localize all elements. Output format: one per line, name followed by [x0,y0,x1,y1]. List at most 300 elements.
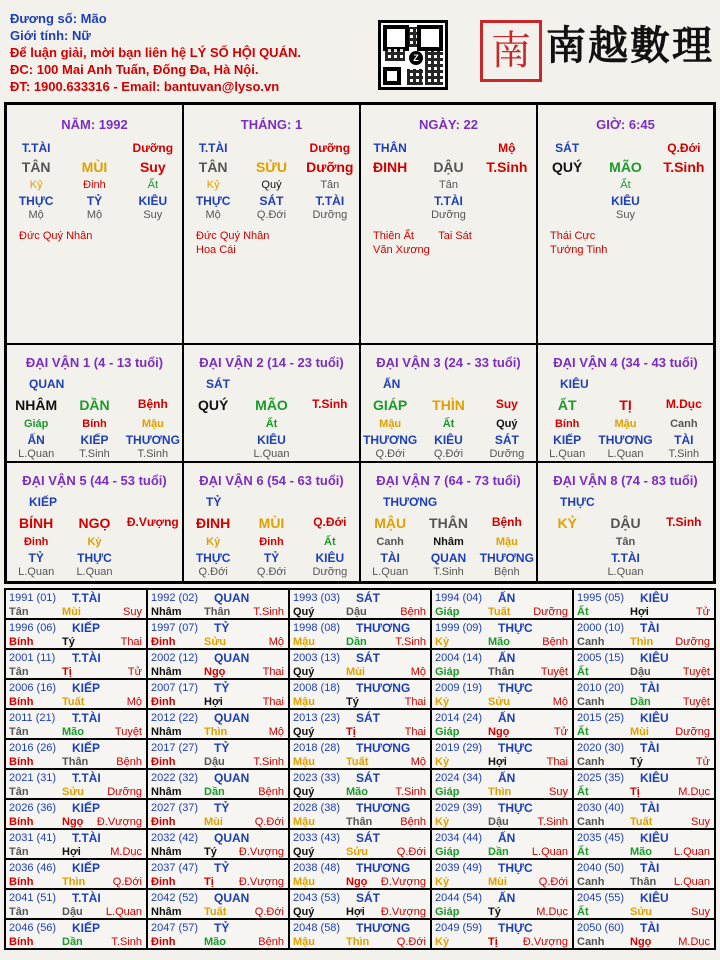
dai-van-value: L.Quan [18,566,55,578]
dai-van-value [655,551,713,565]
pillar-note: Tướng Tinh [550,244,608,256]
dai-van-value: L.Quan [372,566,409,578]
year-can: Canh [577,636,605,648]
annual-year-cell[interactable] [431,649,573,679]
year-label: 2007 (17) [151,682,199,694]
year-state: M.Dục [678,786,710,798]
year-can: Ất [577,906,589,918]
dai-van-star: THƯƠNG [383,495,438,509]
annual-year-cell[interactable] [5,739,147,769]
dai-van-value: TỶ [263,551,280,565]
year-state: Tuyệt [682,696,710,708]
annual-year-cell[interactable] [573,919,715,949]
pillar-value: Suy [139,159,166,175]
year-label: 2009 (19) [435,682,483,694]
year-label: 2000 (10) [577,622,625,634]
annual-year-cell[interactable] [5,589,147,619]
year-star: THỰC [498,621,533,635]
year-can: Mậu [293,936,315,948]
pillar-value [361,209,419,221]
annual-year-cell[interactable] [431,619,573,649]
pillar-value [242,141,300,155]
pillar-value: Ất [620,179,631,191]
year-chi: Dần [630,696,651,708]
annual-year-cell[interactable] [289,769,431,799]
pillar-value: Dưỡng [306,159,354,175]
year-star: T.TÀI [72,891,101,905]
year-chi: Tị [488,936,498,948]
dai-van-title: ĐẠI VẬN 4 (34 - 43 tuổi) [553,355,698,370]
dai-van-chi: MÙI [258,515,285,531]
year-star: KIÊU [640,831,669,845]
year-chi: Thìn [62,876,86,888]
chart-grid [4,102,716,584]
dai-van-pillar [538,397,713,413]
year-state: L.Quan [105,906,142,918]
pillar-value: Tân [439,179,458,191]
year-label: 2041 (51) [9,892,57,904]
annual-year-cell[interactable] [5,829,147,859]
year-star: KIẾP [72,741,101,755]
year-state: T.Sinh [253,756,284,768]
year-star: THỰC [498,861,533,875]
year-can: Bính [9,816,34,828]
annual-year-cell[interactable] [431,769,573,799]
year-label: 2033 (43) [293,832,341,844]
year-star: TỶ [214,681,230,695]
annual-year-cell[interactable] [289,829,431,859]
annual-year-cell[interactable] [289,859,431,889]
dai-van-chi: MÃO [255,397,288,413]
annual-year-cell[interactable] [147,859,289,889]
dai-van-pillar [7,515,182,531]
dai-van-value: Mậu [141,418,164,430]
annual-year-cell[interactable] [289,889,431,919]
dai-van-row [184,536,359,548]
pillar-cell [537,104,714,344]
year-chi: Tý [488,906,501,918]
year-chi: Thân [346,816,373,828]
year-can: Ất [577,666,589,678]
annual-year-cell[interactable] [289,679,431,709]
pillar-cell [183,104,360,344]
dai-van-value: L.Quan [607,566,644,578]
year-chi: Mùi [204,816,223,828]
year-label: 1995 (05) [577,592,625,604]
year-chi: Mão [346,786,368,798]
year-state: Thai [404,696,426,708]
year-chi: Mùi [488,876,507,888]
dai-van-value: Tân [615,536,636,548]
annual-year-cell[interactable] [5,649,147,679]
year-star: THỰC [498,801,533,815]
annual-year-cell[interactable] [431,739,573,769]
year-star: ẤN [498,591,516,605]
year-can: Tân [9,846,29,858]
dai-van-value: Đinh [23,536,49,548]
year-label: 2038 (48) [293,862,341,874]
pillar-row [361,209,536,221]
year-can: Quý [293,666,315,678]
year-star: TỶ [214,861,230,875]
annual-year-cell[interactable] [289,709,431,739]
year-can: Quý [293,726,315,738]
dai-van-value: Canh [670,418,698,430]
dai-van-row [184,418,359,430]
dai-van-value: T.Sinh [79,448,110,460]
year-state: L.Quan [531,846,568,858]
year-chi: Mão [204,936,226,948]
year-star: TỶ [214,921,230,935]
year-chi: Ngọ [62,816,84,828]
year-state: T.Sinh [395,636,426,648]
dai-van-star: TỶ [206,495,222,509]
dai-van-value [301,418,359,430]
dai-van-state: Đ.Vượng [126,515,179,529]
year-state: Mộ [268,636,284,648]
dai-van-value: Bệnh [493,566,520,578]
annual-year-cell[interactable] [147,589,289,619]
annual-year-cell[interactable] [289,919,431,949]
dai-van-chi: NGỌ [78,515,111,531]
annual-year-cell[interactable] [147,709,289,739]
annual-year-cell[interactable] [5,919,147,949]
year-label: 1999 (09) [435,622,483,634]
dai-van-value: KIÊU [434,433,463,447]
year-state: Q.Đới [538,876,568,888]
year-can: Đinh [151,936,176,948]
dai-van-row [538,433,713,447]
pillar-value [538,194,596,208]
pillar-row [184,194,359,208]
year-label: 2016 (26) [9,742,57,754]
annual-year-cell[interactable] [573,859,715,889]
annual-year-cell[interactable] [573,829,715,859]
annual-year-cell[interactable] [431,829,573,859]
annual-year-cell[interactable] [5,619,147,649]
annual-year-cell[interactable] [289,589,431,619]
year-can: Đinh [151,816,176,828]
annual-year-cell[interactable] [573,799,715,829]
pillar-row [7,209,182,221]
dai-van-chi: DẬU [610,515,641,531]
dai-van-value: THƯƠNG [125,433,180,447]
pillar-value [478,194,536,208]
annual-year-cell[interactable] [147,769,289,799]
year-star: TÀI [640,681,660,695]
pillar-value: ĐINH [373,159,408,175]
pillar-value: Dưỡng [309,141,351,155]
year-star: THỰC [498,681,533,695]
gender-line: Giới tính: Nữ [10,28,91,43]
year-state: Thai [262,696,284,708]
phone-email-line[interactable]: ĐT: 1900.633316 - Email: bantuvan@lyso.vn [10,79,280,94]
pillar-row [538,209,713,221]
pillar-value: KIÊU [138,194,168,208]
pillar-row [361,194,536,208]
year-star: QUAN [214,891,250,905]
year-star: THỰC [498,741,533,755]
dai-van-chi: DẦN [79,397,110,413]
year-chi: Mùi [346,666,365,678]
pillar-row [7,159,182,175]
year-label: 2013 (23) [293,712,341,724]
year-star: KIÊU [640,711,669,725]
year-state: Tuyệt [540,666,568,678]
year-star: KIÊU [640,591,669,605]
year-can: Mậu [293,696,315,708]
year-star: THỰC [498,921,533,935]
year-can: Giáp [435,606,460,618]
year-state: M.Dục [678,936,710,948]
dai-van-pillar [7,397,182,413]
dai-van-value: Q.Đới [256,566,287,578]
dai-van-cell [360,344,537,462]
annual-grid [4,588,716,950]
annual-year-cell[interactable] [147,739,289,769]
annual-year-cell[interactable] [573,589,715,619]
year-star: TÀI [640,621,660,635]
year-chi: Dậu [346,606,367,618]
year-chi: Tị [346,726,356,738]
pillar-value: Dưỡng [312,209,348,221]
annual-year-cell[interactable] [431,919,573,949]
year-chi: Dần [204,786,225,798]
pillar-value: Kỷ [206,179,220,191]
pillar-value: Q.Đới [256,209,287,221]
year-star: THƯƠNG [356,861,411,875]
dai-van-value: KIÊU [315,551,345,565]
dai-van-row [538,536,713,548]
pillar-row [538,159,713,175]
year-chi: Dậu [62,906,83,918]
annual-year-cell[interactable] [573,649,715,679]
dai-van-value: TÀI [674,433,694,447]
year-star: ẤN [498,711,516,725]
annual-year-cell[interactable] [431,679,573,709]
year-state: Dưỡng [675,636,710,648]
year-state: L.Quan [673,876,710,888]
annual-year-cell[interactable] [147,679,289,709]
annual-year-cell[interactable] [5,769,147,799]
year-state: Thai [262,666,284,678]
dai-van-value: QUAN [430,551,467,565]
annual-year-cell[interactable] [431,589,573,619]
annual-year-cell[interactable] [147,649,289,679]
year-chi: Mão [62,726,84,738]
annual-year-cell[interactable] [431,889,573,919]
annual-year-cell[interactable] [147,889,289,919]
dai-van-row [361,536,536,548]
year-star: THƯƠNG [356,921,411,935]
year-chi: Dậu [204,756,225,768]
dai-van-title: ĐẠI VẬN 7 (64 - 73 tuổi) [376,473,521,488]
year-chi: Sửu [62,786,85,798]
year-star: SÁT [356,891,380,905]
dai-van-can: ẤT [557,397,577,413]
address-line: ĐC: 100 Mai Anh Tuấn, Đống Đa, Hà Nội. [10,62,259,77]
dai-van-value: THỰC [77,551,112,565]
year-star: T.TÀI [72,711,101,725]
year-can: Tân [9,786,29,798]
year-star: ẤN [498,651,516,665]
dai-van-row [7,433,182,447]
year-can: Đinh [151,696,176,708]
year-label: 2039 (49) [435,862,483,874]
dai-van-state: T.Sinh [666,515,702,529]
year-label: 2048 (58) [293,922,341,934]
header-info [10,10,301,95]
year-star: SÁT [356,651,380,665]
dai-van-value: THỰC [195,551,231,565]
year-state: Thai [404,726,426,738]
pillar-value: Mộ [205,209,221,221]
dai-van-title: ĐẠI VẬN 1 (4 - 13 tuổi) [25,355,164,370]
year-star: QUAN [214,771,250,785]
annual-year-cell[interactable] [431,799,573,829]
year-can: Quý [293,906,315,918]
annual-year-cell[interactable] [5,709,147,739]
annual-year-cell[interactable] [147,799,289,829]
pillar-value: Quý [261,179,282,191]
pillar-value: SÁT [555,141,580,155]
year-state: Mộ [126,696,142,708]
annual-year-cell[interactable] [431,709,573,739]
dai-van-value: L.Quan [76,566,113,578]
year-can: Quý [293,846,315,858]
pillar-row [184,209,359,221]
year-state: Suy [691,816,710,828]
pillar-value: Suy [143,209,163,221]
dai-van-title: ĐẠI VẬN 6 (54 - 63 tuổi) [199,473,344,488]
year-chi: Thân [204,606,231,618]
year-state: Bệnh [400,816,426,828]
dai-van-value: Giáp [23,418,49,430]
annual-year-cell[interactable] [573,769,715,799]
dai-van-pillar [538,515,713,531]
year-state: Suy [123,606,142,618]
dai-van-can: NHÂM [15,397,58,413]
year-chi: Mùi [630,726,649,738]
dai-van-value: ẤN [27,433,45,447]
dai-van-pillar [361,397,536,413]
dai-van-value: Q.Đới [433,448,464,460]
year-label: 2045 (55) [577,892,625,904]
pillar-row [538,141,713,155]
pillar-title: NGÀY: 22 [419,117,478,132]
year-can: Giáp [435,666,460,678]
annual-year-cell[interactable] [573,619,715,649]
year-state: Suy [549,786,568,798]
annual-year-cell[interactable] [5,859,147,889]
pillar-value: T.Sinh [663,159,705,175]
year-chi: Tuất [62,696,85,708]
annual-year-cell[interactable] [573,739,715,769]
annual-year-cell[interactable] [5,679,147,709]
dai-van-value: T.TÀI [611,551,640,565]
year-star: TÀI [640,741,660,755]
dai-van-value: T.Sinh [433,566,464,578]
year-star: ẤN [498,771,516,785]
annual-year-cell[interactable] [147,919,289,949]
qr-code-icon[interactable]: Z [378,20,448,90]
dai-van-can: BÍNH [19,515,54,531]
year-star: KIẾP [72,681,101,695]
annual-year-cell[interactable] [5,799,147,829]
contact-line: Để luận giải, mời bạn liên hệ LÝ SỐ HỘI QUÁN. [10,45,301,60]
annual-year-cell[interactable] [573,709,715,739]
year-star: TÀI [640,921,660,935]
year-chi: Hợi [204,696,223,708]
dai-van-value: L.Quan [18,448,55,460]
annual-year-cell[interactable] [289,799,431,829]
dai-van-pillar [184,515,359,531]
year-star: KIẾP [72,621,101,635]
year-can: Bính [9,936,34,948]
pillar-value: THỰC [195,194,231,208]
dai-van-cell [537,462,714,582]
year-label: 2026 (36) [9,802,57,814]
pillar-row [7,194,182,208]
year-label: 2002 (12) [151,652,199,664]
year-star: KIẾP [72,861,101,875]
year-label: 2043 (53) [293,892,341,904]
year-star: T.TÀI [72,771,101,785]
dai-van-value: Bính [82,418,107,430]
year-can: Nhâm [151,786,182,798]
annual-year-cell[interactable] [289,739,431,769]
year-can: Kỷ [435,816,450,828]
year-chi: Mão [630,846,652,858]
pillar-value: TÂN [21,159,51,175]
dai-van-value: KIẾP [80,433,109,447]
dai-van-row [184,566,359,578]
pillar-value: T.TÀI [198,141,228,155]
year-can: Quý [293,786,315,798]
dai-van-value: Kỷ [206,536,221,548]
year-state: T.Sinh [395,786,426,798]
year-chi: Thìn [346,936,370,948]
annual-year-cell[interactable] [289,649,431,679]
annual-year-cell[interactable] [289,619,431,649]
year-label: 2010 (20) [577,682,625,694]
year-state: Tử [553,726,568,738]
annual-year-cell[interactable] [5,889,147,919]
dai-van-value: L.Quan [549,448,586,460]
dai-van-value: Kỷ [87,536,102,548]
dai-van-star: ẤN [383,377,401,391]
pillar-row [184,179,359,191]
pillar-value: TỶ [86,194,103,208]
dai-van-value [301,448,359,460]
dai-van-pillar [184,397,359,413]
year-can: Ất [577,606,589,618]
pillar-value: MÃO [609,159,642,175]
year-star: KIẾP [72,801,101,815]
annual-year-cell[interactable] [147,619,289,649]
dai-van-title: ĐẠI VẬN 2 (14 - 23 tuổi) [199,355,344,370]
dai-van-row [361,566,536,578]
pillar-value: Mộ [28,209,44,221]
annual-year-cell[interactable] [573,679,715,709]
pillar-cell [360,104,537,344]
annual-year-cell[interactable] [431,859,573,889]
annual-year-cell[interactable] [147,829,289,859]
year-chi: Ngọ [630,936,652,948]
dai-van-value [538,551,596,565]
dai-van-chi: TỊ [619,397,632,413]
annual-year-cell[interactable] [573,889,715,919]
